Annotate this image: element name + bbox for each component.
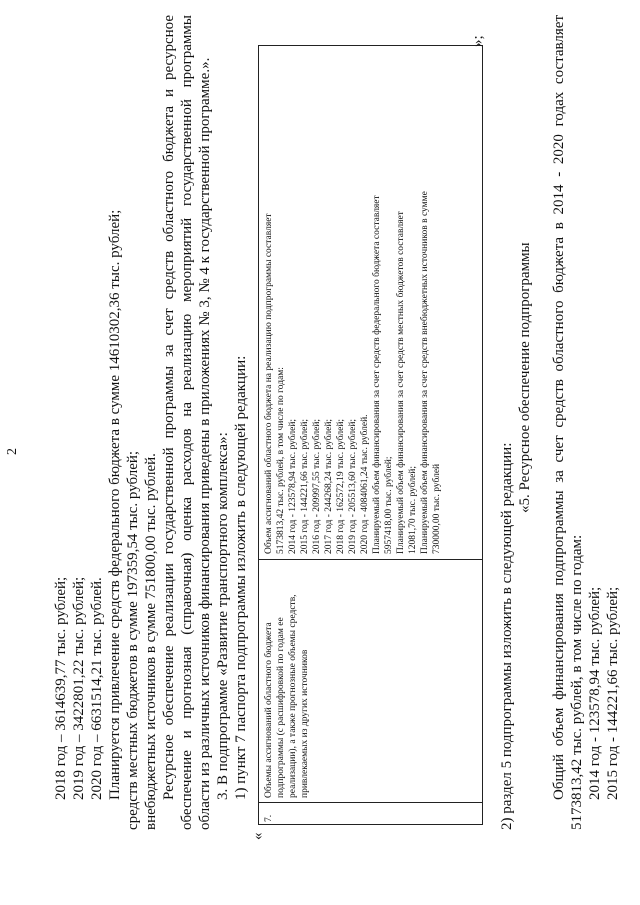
text-line: 2014 год - 123578,94 тыс. рублей; bbox=[587, 586, 603, 800]
table-content-line: Объем ассигнований областного бюджета на реализацию подпрограммы составляет bbox=[264, 213, 274, 554]
text-line: 2) раздел 5 подпрограммы изложить в следующей редакции: bbox=[499, 442, 515, 830]
quote-close: »; bbox=[470, 35, 486, 47]
text-line: 2019 год – 3422801,22 тыс. рублей; bbox=[71, 576, 87, 800]
table-content-line: 12081,70 тыс. рублей; bbox=[408, 465, 418, 554]
quote-open: « bbox=[250, 832, 266, 840]
text-line: обеспечение и прогнозная (справочная) оценка расходов на реализацию мероприятий государственной программы bbox=[179, 15, 195, 830]
table-content-line: Планируемый объем финансирования за счет средств федерального бюджета составляет bbox=[372, 195, 382, 554]
table-content-line: 2014 год - 123578,94 тыс. рублей; bbox=[288, 418, 298, 554]
page-number: 2 bbox=[5, 448, 20, 455]
text-line: 5173813,42 тыс. рублей, в том числе по годам: bbox=[569, 534, 585, 830]
table-content-line: 2016 год - 209997,55 тыс. рублей; bbox=[312, 418, 322, 554]
text-line: 2018 год – 3614639,77 тыс. рублей; bbox=[53, 576, 69, 800]
text-line: внебюджетных источников в сумме 751800,00 тыс. рублей. bbox=[143, 453, 159, 830]
text-line: 2015 год - 144221,66 тыс. рублей; bbox=[605, 586, 621, 800]
table-content-line: 730000,00 тыс. рублей bbox=[432, 463, 442, 554]
text-line: Общий объем финансирования подпрограммы за счет средств областного бюджета в 2014 - 2020 годах составляет bbox=[551, 15, 567, 800]
table-content-line: 2019 год - 205513,60 тыс. рублей; bbox=[348, 418, 358, 554]
table-label-cell: Объемы ассигнований областного бюджета подпрограммы (с расшифровкой по годам ее реализации), а также прогнозные объемы средств, привлекаемых из других источников bbox=[259, 559, 482, 802]
table-content-line: 2017 год - 244268,24 тыс. рублей; bbox=[324, 418, 334, 554]
table-content-cell bbox=[259, 46, 482, 559]
table-content-line: 5173813,42 тыс. рублей, в том числе по годам: bbox=[276, 367, 286, 554]
table-content-line: 2018 год - 162572,19 тыс. рублей; bbox=[336, 418, 346, 554]
text-line: Ресурсное обеспечение реализации государственной программы за счет средств областного бюджета и ресурсное bbox=[161, 15, 177, 800]
text-line: 3. В подпрограмме «Развитие транспортного комплекса»: bbox=[215, 432, 231, 800]
text-line: средств местных бюджетов в сумме 197359,54 тыс. рублей; bbox=[125, 450, 141, 830]
table-content-line: 2020 год - 4084061,24 тыс. рублей. bbox=[360, 414, 370, 554]
table-content-line: Планируемый объем финансирования за счет средств местных бюджетов составляет bbox=[396, 211, 406, 554]
text-line: области из различных источников финансирования приведены в приложениях № 3, № 4 к государственной программе.». bbox=[197, 57, 213, 830]
text-line: 2020 год – 6631514,21 тыс. рублей. bbox=[89, 577, 105, 800]
section-heading: «5. Ресурсное обеспечение подпрограммы bbox=[517, 242, 533, 513]
passport-table bbox=[258, 45, 483, 825]
table-content-line: 5957418,00 тыс. рублей; bbox=[384, 456, 394, 554]
text-line: 1) пункт 7 паспорта подпрограммы изложить в следующей редакции: bbox=[233, 355, 249, 800]
table-row-number: 7. bbox=[259, 802, 482, 824]
text-line: Планируется привлечение средств федерального бюджета в сумме 14610302,36 тыс. рублей; bbox=[107, 209, 123, 800]
table-content-line: 2015 год - 144221,66 тыс. рублей; bbox=[300, 418, 310, 554]
table-content-line: Планируемый объем финансирования за счет средств внебюджетных источников в сумме bbox=[420, 191, 430, 554]
